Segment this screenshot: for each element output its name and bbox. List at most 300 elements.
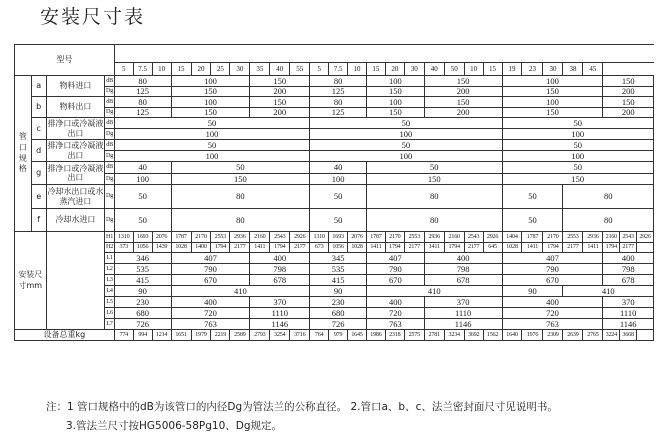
install-value: 2543 (270, 232, 290, 243)
install-value: 410 (563, 286, 654, 297)
size-cell: 38 (563, 63, 583, 76)
install-value: 370 (603, 297, 654, 308)
pipe-value: 50 (114, 209, 171, 232)
install-value: 2177 (620, 242, 637, 253)
table-row (15, 286, 654, 297)
pipe-value: 100 (502, 129, 654, 140)
install-value: 415 (310, 275, 367, 286)
pipe-value: 100 (366, 76, 424, 87)
pipe-value: 50 (114, 185, 171, 209)
weight-value: 994 (133, 330, 152, 341)
install-value: 2177 (404, 242, 424, 253)
weight-value: 2765 (583, 330, 603, 341)
install-value: 230 (310, 297, 367, 308)
pipe-value: 150 (424, 97, 502, 108)
install-value: 1794 (603, 242, 620, 253)
install-value: 410 (171, 286, 310, 297)
install-value: 2076 (152, 232, 171, 243)
install-value: 720 (502, 308, 603, 319)
pipe-sub: Dg (105, 209, 114, 232)
pipe-value: 50 (310, 185, 367, 209)
pipe-value: 80 (366, 185, 502, 209)
install-value: 1787 (522, 232, 543, 243)
install-value: 790 (502, 264, 603, 275)
install-value: 1028 (348, 242, 367, 253)
pipe-letter: c (31, 118, 46, 140)
install-value: 345 (310, 253, 367, 264)
pipe-letter: g (31, 162, 46, 185)
weight-value: 2219 (211, 330, 230, 341)
pipe-value: 100 (310, 173, 367, 185)
pipe-name: 排净口或冷凝液出口 (46, 162, 105, 185)
install-sub: L6 (105, 308, 114, 319)
header-spacer (114, 45, 152, 63)
pipe-value: 150 (250, 76, 310, 87)
pipe-value: 150 (424, 76, 502, 87)
install-value: 2177 (290, 242, 310, 253)
pipe-sub: Dg (105, 107, 114, 118)
weight-value: 3254 (270, 330, 290, 341)
install-value: 407 (171, 253, 250, 264)
install-value: 2926 (483, 232, 502, 243)
install-value: 1794 (444, 242, 464, 253)
size-cell: 15 (483, 63, 502, 76)
install-value: 1787 (366, 232, 385, 243)
weight-value (637, 330, 654, 341)
install-value: 720 (366, 308, 424, 319)
install-value: 670 (366, 275, 424, 286)
table-row (15, 151, 654, 162)
pipe-value: 40 (310, 162, 367, 174)
install-value: 1411 (250, 242, 270, 253)
install-value: 1146 (250, 319, 310, 330)
install-value: 1028 (502, 242, 522, 253)
table-row (15, 97, 654, 108)
install-value: 645 (483, 242, 502, 253)
pipe-value: 150 (171, 86, 250, 97)
table-row (15, 209, 654, 232)
pipe-letter: f (31, 209, 46, 232)
weight-value: 3234 (444, 330, 464, 341)
install-value: 370 (250, 297, 310, 308)
size-cell: 7.5 (329, 63, 348, 76)
install-sub: H1 (105, 232, 114, 243)
weight-value: 774 (114, 330, 133, 341)
pipe-name: 排净口或冷凝液出口 (47, 141, 104, 160)
size-spacer (603, 63, 654, 76)
size-cell: 30 (230, 63, 250, 76)
install-value: 1056 (329, 242, 348, 253)
install-value: 790 (171, 264, 250, 275)
weight-value: 3668 (620, 330, 637, 341)
size-cell: 25 (211, 63, 230, 76)
pipe-value: 50 (502, 162, 654, 174)
weight-value: 1645 (348, 330, 367, 341)
install-sub: L2 (105, 264, 114, 275)
pipe-value: 150 (366, 107, 424, 118)
size-cell: 15 (366, 63, 385, 76)
pipe-value: 200 (424, 86, 502, 97)
pipe-sub: Dg (105, 129, 114, 140)
size-cell: 30 (543, 63, 563, 76)
install-value: 2936 (230, 232, 250, 243)
pipe-value: 100 (171, 97, 250, 108)
install-value: 1400 (191, 242, 211, 253)
install-value: 2160 (250, 232, 270, 243)
install-value: 1146 (424, 319, 502, 330)
table-row (15, 173, 654, 185)
pipe-sub: dB (105, 140, 114, 151)
weight-value: 3716 (290, 330, 310, 341)
install-dimension-label: 安装尺寸mm (15, 232, 47, 330)
weight-value: 3692 (464, 330, 483, 341)
pipe-sub: dB (105, 162, 114, 174)
pipe-value: 100 (310, 129, 502, 140)
pipe-spec-group-label: 管口规格 (15, 76, 32, 232)
install-value: 670 (502, 275, 603, 286)
pipe-sub: Dg (105, 185, 114, 209)
install-value: 407 (366, 253, 424, 264)
install-value: 1439 (152, 242, 171, 253)
weight-value: 1976 (522, 330, 543, 341)
table-row (15, 140, 654, 151)
table-row (15, 118, 654, 129)
install-value: 2926 (290, 232, 310, 243)
install-value: 1056 (133, 242, 152, 253)
weight-value: 2781 (424, 330, 444, 341)
pipe-value: 80 (563, 209, 654, 232)
pipe-letter: a (31, 76, 46, 97)
pipe-letter: e (31, 185, 46, 209)
install-value: 726 (310, 319, 367, 330)
install-value: 1411 (522, 242, 543, 253)
pipe-value: 150 (603, 97, 654, 108)
install-value: 1028 (171, 242, 191, 253)
install-value: 673 (310, 242, 329, 253)
pipe-name: 冷却水出口或水蒸汽进口 (46, 185, 105, 209)
size-cell: 10 (464, 63, 483, 76)
install-value: 798 (603, 264, 654, 275)
pipe-value: 100 (502, 151, 654, 162)
install-dimension-table (14, 44, 654, 341)
install-value: 798 (424, 264, 502, 275)
install-value: 1411 (424, 242, 444, 253)
pipe-value: 125 (114, 86, 171, 97)
pipe-value: 40 (114, 162, 171, 174)
install-value: 2160 (444, 232, 464, 243)
table-row (15, 162, 654, 174)
install-value: 1693 (133, 232, 152, 243)
install-value: 726 (114, 319, 171, 330)
weight-value: 979 (329, 330, 348, 341)
pipe-name: 排净口或冷凝液出口 (47, 119, 104, 138)
install-value: 2170 (543, 232, 563, 243)
install-value: 370 (424, 297, 502, 308)
install-value: 2543 (620, 232, 637, 243)
pipe-value: 150 (366, 173, 502, 185)
install-value: 678 (603, 275, 654, 286)
pipe-value: 150 (502, 86, 603, 97)
install-value: 720 (171, 308, 250, 319)
pipe-value: 80 (171, 209, 310, 232)
install-sub: L4 (105, 286, 114, 297)
pipe-value: 150 (502, 173, 654, 185)
table-row (15, 319, 654, 330)
pipe-value: 50 (502, 185, 563, 209)
pipe-value: 125 (310, 107, 367, 118)
pipe-value: 50 (171, 162, 310, 174)
table-row (15, 86, 654, 97)
install-sub: L3 (105, 275, 114, 286)
pipe-value: 100 (114, 151, 309, 162)
install-value: 1404 (502, 232, 522, 243)
install-value: 415 (114, 275, 171, 286)
install-value: 790 (366, 264, 424, 275)
install-value: 400 (366, 297, 424, 308)
install-value: 535 (114, 264, 171, 275)
install-value: 346 (114, 253, 171, 264)
pipe-value: 150 (502, 107, 603, 118)
pipe-value: 200 (250, 86, 310, 97)
pipe-value: 100 (114, 129, 309, 140)
install-value: 400 (424, 253, 502, 264)
install-spacer (46, 232, 105, 330)
pipe-value: 50 (502, 209, 563, 232)
weight-label: 设备总重kg (15, 330, 115, 341)
install-value: 400 (603, 253, 654, 264)
header-spacer (152, 45, 603, 63)
pipe-value: 100 (366, 97, 424, 108)
install-sub: L1 (105, 253, 114, 264)
pipe-name: 冷却水进口 (46, 209, 105, 232)
install-value: 1411 (366, 242, 385, 253)
pipe-value: 100 (114, 173, 171, 185)
install-value: 230 (114, 297, 171, 308)
pipe-value: 150 (171, 173, 310, 185)
install-value: 407 (502, 253, 603, 264)
pipe-sub: dB (105, 97, 114, 108)
install-value: 1794 (385, 242, 404, 253)
install-value: 2553 (404, 232, 424, 243)
install-value: 680 (114, 308, 171, 319)
model-header: 型号 (15, 45, 115, 76)
size-cell: 45 (583, 63, 603, 76)
install-value: 1110 (603, 308, 654, 319)
pipe-value: 150 (366, 86, 424, 97)
pipe-value: 100 (502, 97, 603, 108)
table-row (15, 76, 654, 87)
install-value: 1110 (424, 308, 502, 319)
header-spacer (603, 45, 654, 63)
size-cell: 7.5 (133, 63, 152, 76)
install-value: 1794 (211, 242, 230, 253)
install-value: 2936 (583, 232, 603, 243)
install-value: 1146 (603, 319, 654, 330)
pipe-value: 100 (310, 151, 502, 162)
pipe-value: 125 (114, 107, 171, 118)
install-value: 1310 (310, 232, 329, 243)
install-value: 678 (250, 275, 310, 286)
install-value: 373 (114, 242, 133, 253)
install-value: 763 (366, 319, 424, 330)
weight-value: 2575 (404, 330, 424, 341)
weight-value: 2793 (250, 330, 270, 341)
table-row (15, 242, 654, 253)
install-value: 763 (502, 319, 603, 330)
pipe-name: 物料进口 (46, 76, 105, 97)
size-cell: 55 (290, 63, 310, 76)
pipe-value: 150 (603, 76, 654, 87)
table-row (15, 308, 654, 319)
pipe-value: 80 (366, 209, 502, 232)
install-value: 90 (114, 286, 171, 297)
install-value: 400 (502, 297, 603, 308)
install-sub: H2 (105, 242, 114, 253)
pipe-value: 150 (250, 97, 310, 108)
pipe-sub: Dg (105, 86, 114, 97)
install-value: 2936 (424, 232, 444, 243)
install-value: 90 (502, 286, 563, 297)
weight-value: 1651 (171, 330, 191, 341)
pipe-value: 100 (502, 76, 603, 87)
pipe-sub: dB (105, 76, 114, 87)
install-value: 798 (250, 264, 310, 275)
pipe-value: 80 (310, 97, 367, 108)
size-cell: 10 (152, 63, 171, 76)
install-value: 1794 (270, 242, 290, 253)
size-cell: 40 (424, 63, 444, 76)
note-line-1: 注：1 管口规格中的dB为该管口的内径Dg为管法兰的公称直径。 2.管口a、b、c、法兰密封面尺寸见说明书。 (46, 401, 558, 413)
size-cell: 40 (270, 63, 290, 76)
install-value: 400 (250, 253, 310, 264)
pipe-value: 80 (310, 76, 367, 87)
install-value: 1787 (171, 232, 191, 243)
install-value: 1794 (543, 242, 563, 253)
weight-value: 2589 (230, 330, 250, 341)
table-row (15, 232, 654, 243)
install-value: 2170 (191, 232, 211, 243)
pipe-sub: dB (105, 118, 114, 129)
pipe-sub: Dg (105, 151, 114, 162)
install-value: 2170 (385, 232, 404, 243)
size-cell: 5 (310, 63, 329, 76)
pipe-value: 50 (502, 140, 654, 151)
install-value: 2926 (637, 232, 654, 243)
install-value (637, 242, 654, 253)
install-sub: L7 (105, 319, 114, 330)
size-cell: 35 (250, 63, 270, 76)
pipe-value: 80 (171, 185, 310, 209)
pipe-value: 200 (603, 86, 654, 97)
pipe-sub: Dg (105, 173, 114, 185)
weight-value: 1562 (483, 330, 502, 341)
pipe-value: 200 (424, 107, 502, 118)
table-row (15, 129, 654, 140)
pipe-value: 50 (114, 140, 309, 151)
size-cell: 20 (385, 63, 404, 76)
weight-value: 2639 (563, 330, 583, 341)
size-cell: 5 (114, 63, 133, 76)
pipe-value: 80 (563, 185, 654, 209)
install-value: 2076 (348, 232, 367, 243)
table-row (15, 297, 654, 308)
table-row (15, 185, 654, 209)
size-cell: 19 (502, 63, 522, 76)
install-value: 90 (310, 286, 367, 297)
pipe-value: 200 (250, 107, 310, 118)
install-value: 1411 (583, 242, 603, 253)
pipe-value: 50 (502, 118, 654, 129)
install-value: 1110 (250, 308, 310, 319)
pipe-letter: d (31, 140, 46, 162)
table-row (15, 264, 654, 275)
install-value: 1693 (329, 232, 348, 243)
pipe-letter: b (31, 97, 46, 118)
weight-value: 2309 (543, 330, 563, 341)
weight-value: 1986 (366, 330, 385, 341)
weight-value: 2318 (385, 330, 404, 341)
install-value: 678 (424, 275, 502, 286)
size-cell: 23 (522, 63, 543, 76)
install-value: 763 (171, 319, 250, 330)
install-value: 2160 (603, 232, 620, 243)
install-value: 2553 (563, 232, 583, 243)
install-value: 400 (171, 297, 250, 308)
pipe-value: 50 (366, 162, 502, 174)
pipe-value: 50 (310, 118, 502, 129)
page-title: 安装尺寸表 (40, 6, 146, 28)
weight-value: 3224 (603, 330, 620, 341)
install-value: 2177 (563, 242, 583, 253)
install-value: 535 (310, 264, 367, 275)
install-sub: L5 (105, 297, 114, 308)
pipe-name: 物料出口 (46, 97, 105, 118)
weight-value: 1979 (191, 330, 211, 341)
pipe-value: 80 (114, 97, 171, 108)
pipe-value: 100 (171, 76, 250, 87)
pipe-value: 150 (171, 107, 250, 118)
weight-row (15, 330, 654, 341)
install-value: 2177 (230, 242, 250, 253)
table-row (15, 253, 654, 264)
install-value: 2177 (464, 242, 483, 253)
install-value: 410 (366, 286, 502, 297)
pipe-value: 125 (310, 86, 367, 97)
weight-value: 764 (310, 330, 329, 341)
table-row (15, 107, 654, 118)
install-value: 1310 (114, 232, 133, 243)
size-cell: 20 (191, 63, 211, 76)
note-line-2: 3.管法兰尺寸按HG5006-58Pg10、Dg规定。 (66, 420, 283, 432)
size-cell: 15 (171, 63, 191, 76)
notes (46, 398, 558, 436)
table-row (15, 275, 654, 286)
install-value: 670 (171, 275, 250, 286)
pipe-value: 200 (603, 107, 654, 118)
pipe-value: 50 (114, 118, 309, 129)
pipe-value: 50 (310, 140, 502, 151)
pipe-value: 80 (114, 76, 171, 87)
install-value: 2543 (464, 232, 483, 243)
size-cell: 30 (404, 63, 424, 76)
weight-value: 1214 (152, 330, 171, 341)
install-value: 680 (310, 308, 367, 319)
pipe-value: 50 (310, 209, 367, 232)
install-value: 2553 (211, 232, 230, 243)
size-cell: 50 (444, 63, 464, 76)
weight-value: 1640 (502, 330, 522, 341)
size-cell: 10 (348, 63, 367, 76)
